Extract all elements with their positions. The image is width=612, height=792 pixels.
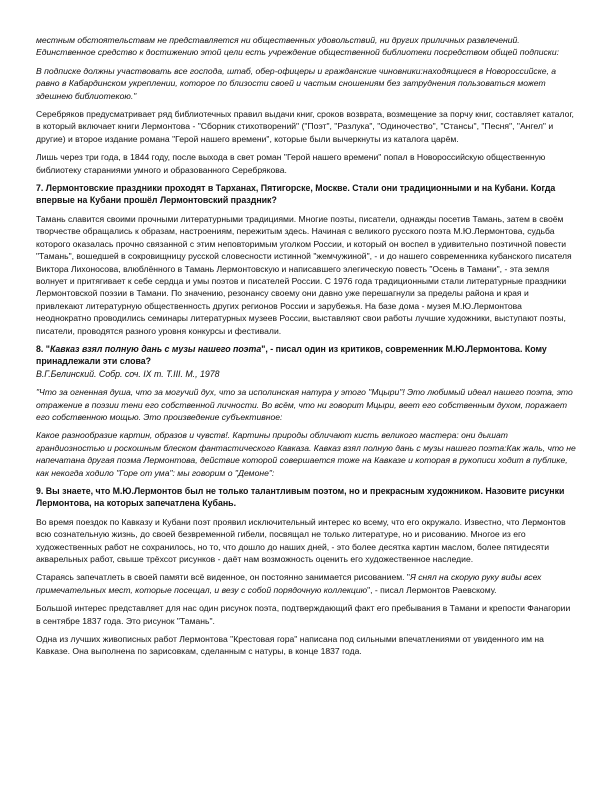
question-8-number: 8. " [36,343,50,354]
question-8-quote: Кавказ взял полную дань с музы нашего поэта [49,343,262,354]
paragraph-taman-drawing: Большой интерес представляет для нас один рисунок поэта, подтверждающий факт его пребывания в Тамани и крепости Фанагории в сентябре 1837 года. Это рисунок "Тамань". [36,603,571,626]
question-8-rest: ", - писал один из критиков, современник М.Ю.Лермонтова. Кому принадлежали эти слова? [36,343,547,367]
paragraph-intro: местным обстоятельствам не представляется ни общественных удовольствий, ни других приличных развлечений. Единственное средство к достижению этой цели есть учреждение общественной библиотеки посредством общей подписки: [36,35,560,58]
paragraph-1844: Лишь через три года, в 1844 году, после выхода в свет роман "Герой нашего времени" попал в Новороссийскую общественную библиотеку стараниями умного и образованного Серебрякова. [36,152,546,175]
paragraph-library-rules: Серебряков предусматривает ряд библиотечных правил выдачи книг, сроков возврата, возмещение за порчу книг, составляет каталог, в который включает книги Лермонтова - "Сборник стихотворений" ("Поэт", "Разлука", "Одиночество", "Стансы", "Песня", "Ангел" и другие) и второе издание романа "Герой нашего времени", которые были вычеркнуты из каталога царём. [36,109,574,144]
question-9: 9. Вы знаете, что М.Ю.Лермонтов был не только талантливым поэтом, но и прекрасным художником. Назовите рисунки Лермонтова, на которых запечатлена Кубань. [36,486,565,509]
question-8 [36,343,576,380]
paragraph-belinsky-quote-2: Какое разнообразие картин, образов и чувств!. Картины природы обличают кисть великого мастера: они дышат грандиозностью и роскошным блеском фантастического Кавказа. Кавказ взял полную дань с музы нашего поэта:Как жаль, что не напечатана другая поэма Лермонтова, действие которой совершается тоже на Кавказе и которая в рукописи ходит в публике, как некогда ходило "Горе от ума": мы говорим о "Демоне": [36,430,576,478]
paragraph-drawings: Во время поездок по Кавказу и Кубани поэт проявил исключительный интерес ко всему, что его окружало. Известно, что Лермонтов всю сознательную жизнь, до своей безвременной гибели, посвящал не только литературе, но и рисованию. Многое из его художественных работ не сохранилось, но то, что дошло до наших дней, - это более десятка картин маслом, более пятидесяти акварельных работ, свыше трёхсот рисунков - даёт нам возможность оценить его художественное наследие. [36,516,566,565]
paragraph-raevsky-tail: ", - писал Лермонтов Раевскому. [367,584,497,595]
paragraph-raevsky-quote: Я снял на скорую руку виды всех примечательных мест, которые посещал, и везу с собой порядочную коллекцию [36,572,542,595]
question-8-source: В.Г.Белинский. Собр. соч. IX т. Т.III. М., 1978 [36,368,220,379]
paragraph-raevsky-lead: Стараясь запечатлеть в своей памяти всё виденное, он постоянно занимается рисованием. " [36,572,410,583]
paragraph-taman: Тамань славится своими прочными литературными традициями. Многие поэты, писатели, однажды посетив Тамань, затем в своём творчестве обращались к образам, настроениям, пережитым здесь. Начиная с великого русского поэта М.Ю.Лермонтова, судьба которого оказалась прочно связанной с этим неповторимым уголком России, и который он воспел в удивительно поэтичной повести "Тамань", вошедшей в сокровищницу русской словесности истинной "жемчужиной", - и до нашего современника кубанского писателя Виктора Лихоносова, влюблённого в Тамань Лермонтовскую и написавшего элегическую повесть "Осень в Тамани", - эта земля волнует и притягивает к себе сердца и умы поэтов и писателей России. С 1976 года традиционными стали литературные праздники Лермонтовской поэзии в Тамани. По значению, резонансу своему они давно уже перешагнули за пределы района и края и привлекают литературную общественность других регионов России и зарубежья. На базе дома - музея М.Ю.Лермонтова неоднократно проводились семинары литературных музеев России, выставляют свои работы лучшие художники, выступают поэты, писатели, проводятся разного уровня конкурсы и фестивали. [36,213,572,336]
paragraph-subscription: В подписке должны участвовать все господа, штаб, обер-офицеры и гражданские чиновники:находящиеся в Новороссийске, а равно в Кабардинском укреплении, которое по близости своей и частым сношениям без затруднения пользоваться может здешнею библиотекою." [36,65,557,101]
question-7: 7. Лермонтовские праздники проходят в Тарханах, Пятигорске, Москве. Стали они традиционными и на Кубани. Когда впервые на Кубани прошёл Лермонтовский праздник? [36,183,556,206]
paragraph-belinsky-quote-1: "Что за огненная душа, что за могучий дух, что за исполинская натура у этого "Мцыри"! Это любимый идеал нашего поэта, это отражение в поэзии тени его собственной личности. Во всём, что ни говорит Мцыри, веет его собственным духом, поражает его собственною мощью. Это произведение субъективное: [36,387,573,422]
document-page [36,34,576,664]
paragraph-raevsky [36,571,576,596]
paragraph-krestovaya-gora: Одна из лучших живописных работ Лермонтова "Крестовая гора" написана под сильными впечатлениями от увиденного им на Кавказе. Она выполнена по зарисовкам, сделанным с натуры, в конце 1837 года. [36,634,544,657]
